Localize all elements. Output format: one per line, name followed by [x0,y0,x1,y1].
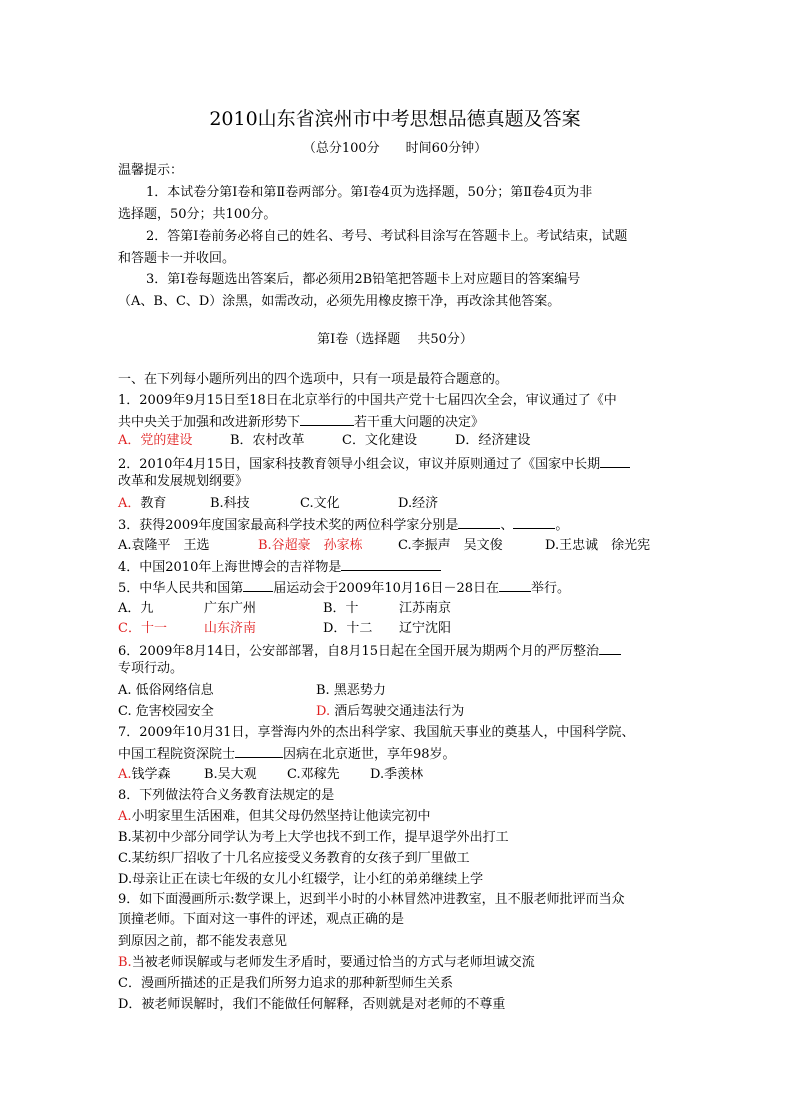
q9-stem-line-3: 到原因之前，都不能发表意见 [118,934,288,949]
q8-option-a-text: 小明家里生活困难，但其父母仍然坚持让他读完初中 [131,809,431,824]
q1-option-a: A．党的建设 [118,433,193,448]
q3-option-c: C.李振声 吴文俊 [398,538,503,553]
instruction: 一、在下列每小题所列出的四个选项中，只有一项是最符合题意的。 [118,372,509,387]
q1-option-b: B．农村改革 [230,433,305,448]
q1-stem-line-1: 1．2009年9月15日至18日在北京举行的中国共产党十七届四次全会，审议通过了《中 [118,393,617,408]
tip-2-line-2: 和答题卡一并收回。 [118,251,236,266]
q5-blank-1 [243,577,273,592]
q5-blank-2 [499,577,531,592]
q3-option-d: D.王忠诚 徐光宪 [545,538,651,553]
q1-option-c: C．文化建设 [342,433,417,448]
q8-stem: 8．下列做法符合义务教育法规定的是 [118,788,335,803]
q7-option-c: C.邓稼先 [287,767,340,782]
q3-option-a: A.袁隆平 王选 [118,538,210,553]
q2-option-a-spacer [118,496,140,511]
q3-stem-part-1: 3．获得2009年度国家最高科学技术奖的两位科学家分别是 [118,518,459,533]
q3-stem-part-2: 、 [500,518,514,533]
exam-subtitle: （总分100分 时间60分钟） [302,141,488,156]
q2-option-a-letter: A． [118,496,141,511]
tip-2-line-1: 2．答第Ⅰ卷前务必将自己的姓名、考号、考试科目涂写在答题卡上。考试结束，试题 [146,229,628,244]
q9-option-c: C．漫画所描述的正是我们所努力追求的那种新型师生关系 [118,976,453,991]
tip-1-line-1: 1．本试卷分第Ⅰ卷和第Ⅱ卷两部分。第Ⅰ卷4页为选择题，50分；第Ⅱ卷4页为非 [146,185,593,200]
q2-stem-part-1: 2．2010年4月15日，国家科技教育领导小组会议，审议并原则通过了《国家中长期 [118,457,601,472]
q3-stem-part-3: 。 [555,518,569,533]
q8-option-b: B.某初中少部分同学认为考上大学也找不到工作，提早退学外出打工 [118,830,509,845]
tips-heading: 温馨提示： [118,163,184,178]
q6-blank [599,640,621,655]
q6-option-d-text: 酒后驾驶交通违法行为 [334,704,465,719]
q1-blank [300,411,354,426]
tip-3-line-1: 3．第Ⅰ卷每题选出答案后，都必须用2B铅笔把答题卡上对应题目的答案编号 [146,272,581,287]
q8-option-c: C.某纺织厂招收了十几名应接受义务教育的女孩子到厂里做工 [118,851,470,866]
q2-option-a-text: 教育 [140,496,167,511]
q6-option-c: C. 危害校园安全 [118,704,214,719]
q1-stem-part-1: 共中央关于加强和改进新形势下 [118,415,301,430]
q5-option-a-number: A．九 [118,601,154,616]
q5-stem-part-1: 5．中华人民共和国第 [118,581,244,596]
q6-stem-line-2: 专项行动。 [118,661,184,676]
q7-stem-part-2: 因病在北京逝世，享年98岁。 [283,747,456,762]
q2-option-a [118,494,166,514]
q7-blank [235,743,283,758]
q1-stem-line-2 [118,411,484,433]
q3-blank-1 [458,514,500,529]
q3-blank-2 [513,514,555,529]
q4-stem-text: 4．中国2010年上海世博会的吉祥物是 [118,560,342,575]
q6-option-d-letter: D. [316,704,331,719]
q5-stem [118,577,570,599]
q7-option-a-letter: A. [118,767,132,782]
q2-stem-line-2: 改革和发展规划纲要》 [118,474,249,489]
q5-option-d-city: 辽宁沈阳 [399,621,452,636]
q2-option-c: C.文化 [300,496,340,511]
q4-blank [341,556,441,571]
q2-option-d: D.经济 [398,496,439,511]
q6-option-a: A. 低俗网络信息 [118,683,214,698]
section-title: 第Ⅰ卷（选择题 共50分） [317,332,473,347]
q5-option-b-city: 江苏南京 [399,601,452,616]
q2-option-b: B.科技 [210,496,250,511]
q7-option-a-text: 钱学森 [131,767,171,782]
q5-option-a-city: 广东广州 [204,601,257,616]
tip-3-line-2: （A、B、C、D）涂黑，如需改动，必须先用橡皮擦干净，再改涂其他答案。 [118,294,561,309]
q5-option-c-number: C．十一 [118,621,167,636]
q6-stem-line-1 [118,640,621,662]
q7-stem-line-2 [118,743,456,765]
q1-stem-part-2: 若干重大问题的决定》 [354,415,485,430]
q1-option-d: D．经济建设 [455,433,531,448]
q7-stem-line-1: 7．2009年10月31日，享誉海内外的杰出科学家、我国航天事业的奠基人，中国科学院、 [118,725,635,740]
q8-option-a-letter: A. [118,809,132,824]
page-title: 2010山东省滨州市中考思想品德真题及答案 [209,108,581,130]
q9-option-d: D．被老师误解时，我们不能做任何解释，否则就是对老师的不尊重 [118,997,506,1012]
q6-stem-text: 6．2009年8月14日，公安部部署，自8月15日起在全国开展为期两个月的严厉整治 [118,644,599,659]
q4-stem [118,556,441,578]
q5-option-b-number: B．十 [323,601,359,616]
q6-option-b: B. 黑恶势力 [316,683,386,698]
q5-stem-part-2: 届运动会于2009年10月16日－28日在 [273,581,499,596]
q5-option-c-city: 山东济南 [204,621,257,636]
q9-stem-line-2: 顶撞老师。下面对这一事件的评述，观点正确的是 [118,912,405,927]
q2-blank [600,453,630,468]
q5-stem-part-3: 举行。 [531,581,571,596]
q3-stem [118,514,568,536]
q8-option-a [118,807,431,827]
q7-stem-part-1: 中国工程院资深院士 [118,747,236,762]
tip-1-line-2: 选择题，50分；共100分。 [118,207,277,222]
q9-stem-line-1: 9．如下面漫画所示:数学课上，迟到半小时的小林冒然冲进教室，且不服老师批评而当众 [118,892,625,907]
q9-option-b-letter: B. [118,955,132,970]
q7-option-b: B.吴大观 [204,767,257,782]
q3-option-b: B.谷超豪 孙家栋 [258,538,363,553]
q7-option-a [118,765,171,785]
q8-option-d: D.母亲让正在读七年级的女儿小红辍学，让小红的弟弟继续上学 [118,872,484,887]
q9-option-b-text: 当被老师误解或与老师发生矛盾时，要通过恰当的方式与老师坦诚交流 [131,955,535,970]
q5-option-d-number: D．十二 [323,621,373,636]
q9-option-b [118,953,535,973]
q7-option-d: D.季羡林 [370,767,424,782]
q6-option-d [316,702,464,722]
